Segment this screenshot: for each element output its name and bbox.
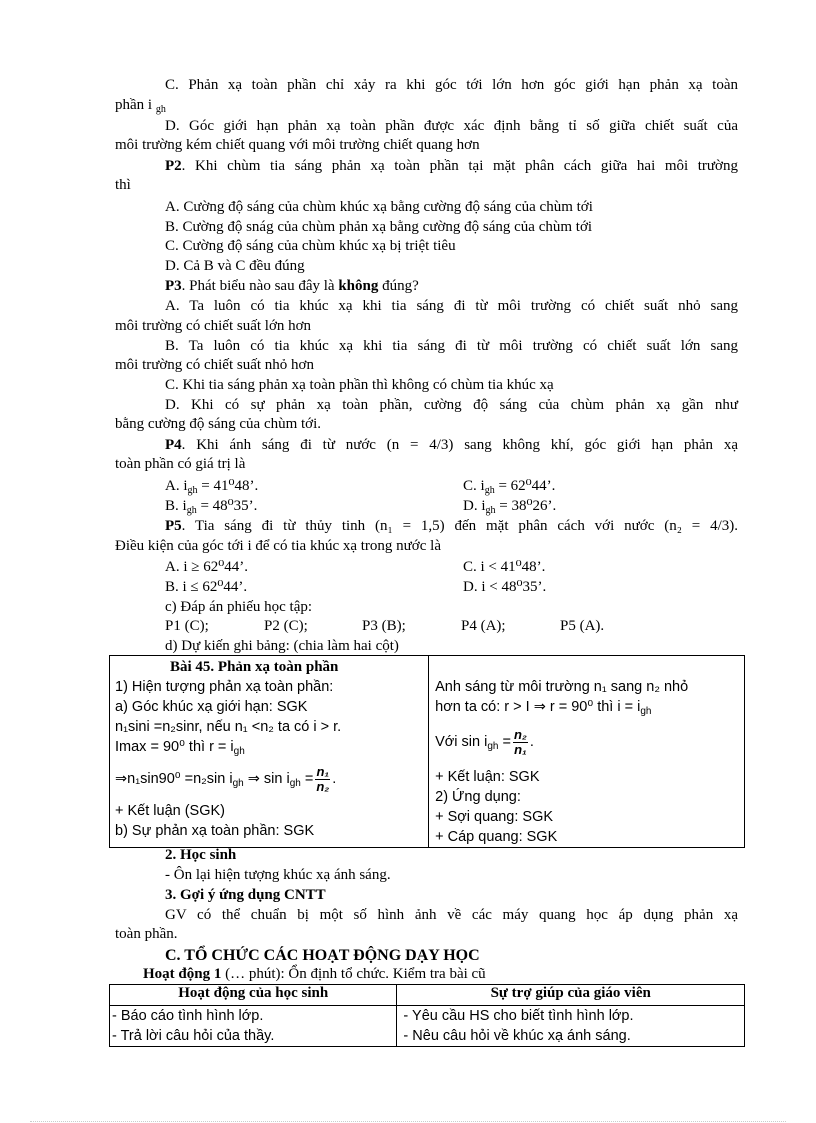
question-p5-line2: Điều kiện của góc tới i để có tia khúc xạ trong nước là bbox=[115, 538, 441, 554]
board-left-line: b) Sự phản xạ toàn phần: SGK bbox=[115, 823, 315, 839]
board-left-formula: ⇒n₁sin90⁰ =n₂sin $i_{gh}$ ⇒ $\sin i_{gh}$ = $\frac{\text{n₁}}{\text{n₂}}$ . bbox=[115, 763, 337, 794]
board-plan-title: d) Dự kiến ghi bảng: (chia làm hai cột) bbox=[165, 638, 399, 654]
activity-table-header: Hoạt động của học sinh bbox=[110, 985, 397, 1006]
question-p4: P4. Khi ánh sáng đi từ nước (n = 4/3) sang không khí, góc giới hạn phản xạ bbox=[165, 437, 738, 453]
table-row bbox=[110, 1026, 745, 1047]
board-left-line: Imax = 90⁰ thì $r = i_{gh}$ bbox=[115, 739, 245, 757]
students-item: - Ôn lại hiện tượng khúc xạ ánh sáng. bbox=[165, 867, 391, 883]
option-c-line2: phần i $_{gh}$ bbox=[115, 97, 166, 115]
board-right-line: Anh sáng từ môi trường n₁ sang n₂ nhỏ bbox=[435, 679, 689, 695]
p4-option-c: C. $i_{gh} = 62^044$’. bbox=[463, 478, 556, 496]
question-p2-line2: thì bbox=[115, 177, 131, 193]
p3-option-a-line1: A. Ta luôn có tia khúc xạ khi tia sáng đi từ môi trường có chiết suất nhỏ sang bbox=[165, 298, 738, 314]
question-p3: P3. Phát biểu nào sau đây là không đúng? bbox=[165, 278, 419, 294]
p4-option-d: D. $i_{gh} = 38^026$’. bbox=[463, 498, 557, 516]
p2-option-a: A. Cường độ sáng của chùm khúc xạ bằng cường độ sáng của chùm tới bbox=[165, 199, 593, 215]
board-left-line: 1) Hiện tượng phản xạ toàn phần: bbox=[115, 679, 334, 695]
page-bottom-border bbox=[30, 1121, 786, 1122]
p3-option-c: C. Khi tia sáng phản xạ toàn phần thì không có chùm tia khúc xạ bbox=[165, 377, 554, 393]
p5-option-d: D. i < 48⁰35’. bbox=[463, 579, 547, 595]
table-cell: - Yêu cầu HS cho biết tình hình lớp. bbox=[403, 1008, 634, 1024]
section-c-title: C. TỔ CHỨC CÁC HOẠT ĐỘNG DẠY HỌC bbox=[165, 947, 480, 964]
board-left-column bbox=[110, 656, 429, 848]
table-cell: - Trả lời câu hỏi của thầy. bbox=[112, 1028, 275, 1044]
board-table bbox=[109, 655, 745, 848]
board-left-line: n₁sini =n₂sinr, nếu n₁ <n₂ ta có i > r. bbox=[115, 719, 342, 735]
activity-table bbox=[109, 984, 745, 1047]
option-c-line1: C. Phản xạ toàn phần chỉ xảy ra khi góc tới lớn hơn góc giới hạn phản xạ toàn bbox=[165, 77, 738, 93]
board-right-line: + Kết luận: SGK bbox=[435, 769, 540, 785]
p3-option-b-line1: B. Ta luôn có tia khúc xạ khi tia sáng đi từ môi trường có chiết suất lớn sang bbox=[165, 338, 738, 354]
p2-option-b: B. Cường độ snág của chùm phản xạ bằng cường độ sáng của chùm tới bbox=[165, 219, 593, 235]
it-text-line1: GV có thể chuẩn bị một số hình ảnh về các máy quang học áp dụng phản xạ bbox=[165, 907, 738, 923]
section-it: 3. Gợi ý ứng dụng CNTT bbox=[165, 887, 326, 903]
board-right-formula: Với $\sin i_{gh}$ = $\frac{\text{n₂}}{\text{n₁}}$ . bbox=[435, 726, 534, 757]
board-left-line: + Kết luận (SGK) bbox=[115, 803, 226, 819]
fraction-n2-n1: $\frac{\text{n₂}}{\text{n₁}}$ bbox=[513, 726, 527, 757]
board-right-line: 2) Ứng dụng: bbox=[435, 789, 521, 805]
p2-option-c: C. Cường độ sáng của chùm khúc xạ bị triệt tiêu bbox=[165, 238, 456, 254]
p5-option-c: C. i < 41⁰48’. bbox=[463, 559, 546, 575]
board-right-line: + Cáp quang: SGK bbox=[435, 829, 558, 845]
fraction-n1-n2: $\frac{\text{n₁}}{\text{n₂}}$ bbox=[316, 763, 330, 794]
it-text-line2: toàn phần. bbox=[115, 926, 178, 942]
answer-p5: P5 (A). bbox=[560, 618, 605, 634]
question-p4-line2: toàn phần có giá trị là bbox=[115, 456, 246, 472]
question-p2: P2. Khi chùm tia sáng phản xạ toàn phần tại mặt phân cách giữa hai môi trường bbox=[165, 158, 738, 174]
table-row bbox=[110, 1006, 745, 1027]
table-cell: - Nêu câu hỏi về khúc xạ ánh sáng. bbox=[403, 1028, 631, 1044]
board-right-column bbox=[429, 656, 745, 848]
p5-option-a: A. i ≥ 62⁰44’. bbox=[165, 559, 248, 575]
p5-option-b: B. i ≤ 62⁰44’. bbox=[165, 579, 248, 595]
p4-option-a: A. $i_{gh} = 41^048$’. bbox=[165, 478, 259, 496]
section-students: 2. Học sinh bbox=[165, 847, 237, 863]
answer-p2: P2 (C); bbox=[264, 618, 308, 634]
activity-table-header: Sự trợ giúp của giáo viên bbox=[397, 985, 745, 1006]
board-right-line: + Sợi quang: SGK bbox=[435, 809, 554, 825]
p3-option-d-line1: D. Khi có sự phản xạ toàn phần, cường độ sáng của chùm phản xạ gần như bbox=[165, 397, 738, 413]
p3-option-b-line2: môi trường có chiết suất nhỏ hơn bbox=[115, 357, 314, 373]
p3-option-d-line2: bằng cường độ sáng của chùm tới. bbox=[115, 416, 322, 432]
board-left-line: a) Góc khúc xạ giới hạn: SGK bbox=[115, 699, 308, 715]
answer-key-title: c) Đáp án phiếu học tập: bbox=[165, 599, 313, 615]
board-right-line: hơn ta có: r > I ⇒ r = 90⁰ thì $i = i_{gh}$ bbox=[435, 699, 652, 717]
answer-p1: P1 (C); bbox=[165, 618, 209, 634]
answer-p3: P3 (B); bbox=[362, 618, 406, 634]
option-d-line1: D. Góc giới hạn phản xạ toàn phần được xác định bằng tỉ số giữa chiết suất của bbox=[165, 118, 738, 134]
activity-1-title: Hoạt động 1 (… phút): Ổn định tổ chức. Kiểm tra bài cũ bbox=[143, 966, 486, 982]
option-d-line2: môi trường kém chiết quang với môi trường chiết quang hơn bbox=[115, 137, 480, 153]
answer-p4: P4 (A); bbox=[461, 618, 506, 634]
p2-option-d: D. Cả B và C đều đúng bbox=[165, 258, 305, 274]
table-cell: - Báo cáo tình hình lớp. bbox=[112, 1008, 264, 1024]
p4-option-b: B. $i_{gh} = 48^035$’. bbox=[165, 498, 258, 516]
question-p5: P5. Tia sáng đi từ thủy tinh (n₁ = 1,5) đến mặt phân cách với nước (n₂ = 4/3). bbox=[165, 518, 738, 534]
board-title: Bài 45. Phản xạ toàn phần bbox=[170, 659, 339, 675]
p3-option-a-line2: môi trường có chiết suất lớn hơn bbox=[115, 318, 312, 334]
